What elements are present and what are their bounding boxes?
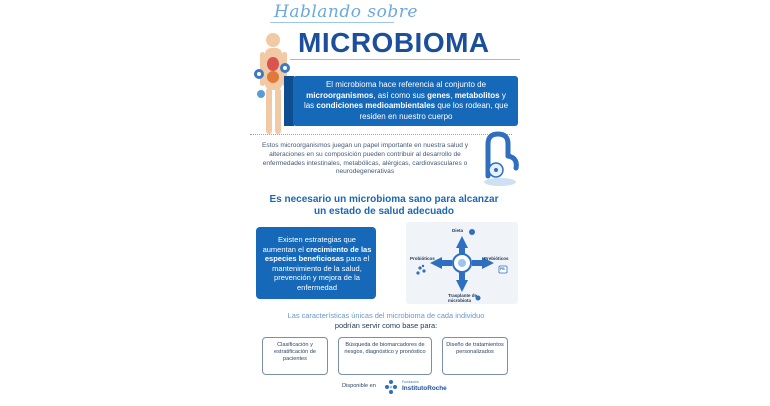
card-biomarkers [338,337,432,375]
intro-text: El microbioma hace referencia al conjunto de microorganismos, así como sus genes, metabolitos y las condiciones medioambientales que los rodean, que residen en nuestro cuerpo [303,80,509,121]
microbiome-drop-icon [476,128,524,188]
page-title: MICROBIOMA [298,27,490,58]
diagram-label-prebioticos: Prebióticos [484,256,509,261]
subtitle-underline [270,22,394,23]
diagram-arrows [430,236,494,292]
dieta-icon [469,229,475,235]
available-label: Disponible en [342,383,376,389]
header-subtitle: Hablando sobre [274,2,418,22]
logo-mark-icon [385,380,397,394]
diagram-label-probioticos: Probióticos [410,256,435,261]
card-treatments [442,337,508,375]
title-underline [290,59,520,60]
card-classification-text: Clasificación y estratificación de pacientes [274,342,316,362]
logo-main-text: InstitutoRoche [402,385,447,392]
probiotics-icon [416,265,425,275]
dotted-divider [250,134,512,135]
card-treatments-text: Diseño de tratamientos personalizados [446,342,504,355]
unique-characteristics [270,311,502,330]
microorganisms-paragraph: Estos microorganismos juegan un papel importante en nuestra salud y alteraciones en su composición pueden contribuir al desarrollo de enfermedades intestinales, metabólicas, alérgicas, cardiovasculares o neurodegenerativas [262,142,468,176]
strategies-text: Existen estrategias que aumentan el crecimiento de las especies beneficiosas para el mantenimiento de la salud, prevención y mejora de la enfermedad [262,235,372,292]
prebiotics-badge: PB [500,267,505,271]
strategies-diagram [406,222,518,304]
card-classification [262,337,328,375]
diagram-label-dieta: Dieta [452,228,464,233]
unique-line-2: podrían servir como base para: [334,320,438,330]
card-biomarkers-text: Búsqueda de biomarcadores de riesgos, diagnóstico y pronóstico [344,342,426,355]
diagram-label-trasplante: Trasplante de microbiota [448,293,478,303]
health-headline: Es necesario un microbioma sano para alcanzar un estado de salud adecuado [269,194,499,217]
unique-line-1: Las características únicas del microbioma de cada individuo [287,311,485,320]
logo-foundation-text: Fundación [402,380,419,384]
